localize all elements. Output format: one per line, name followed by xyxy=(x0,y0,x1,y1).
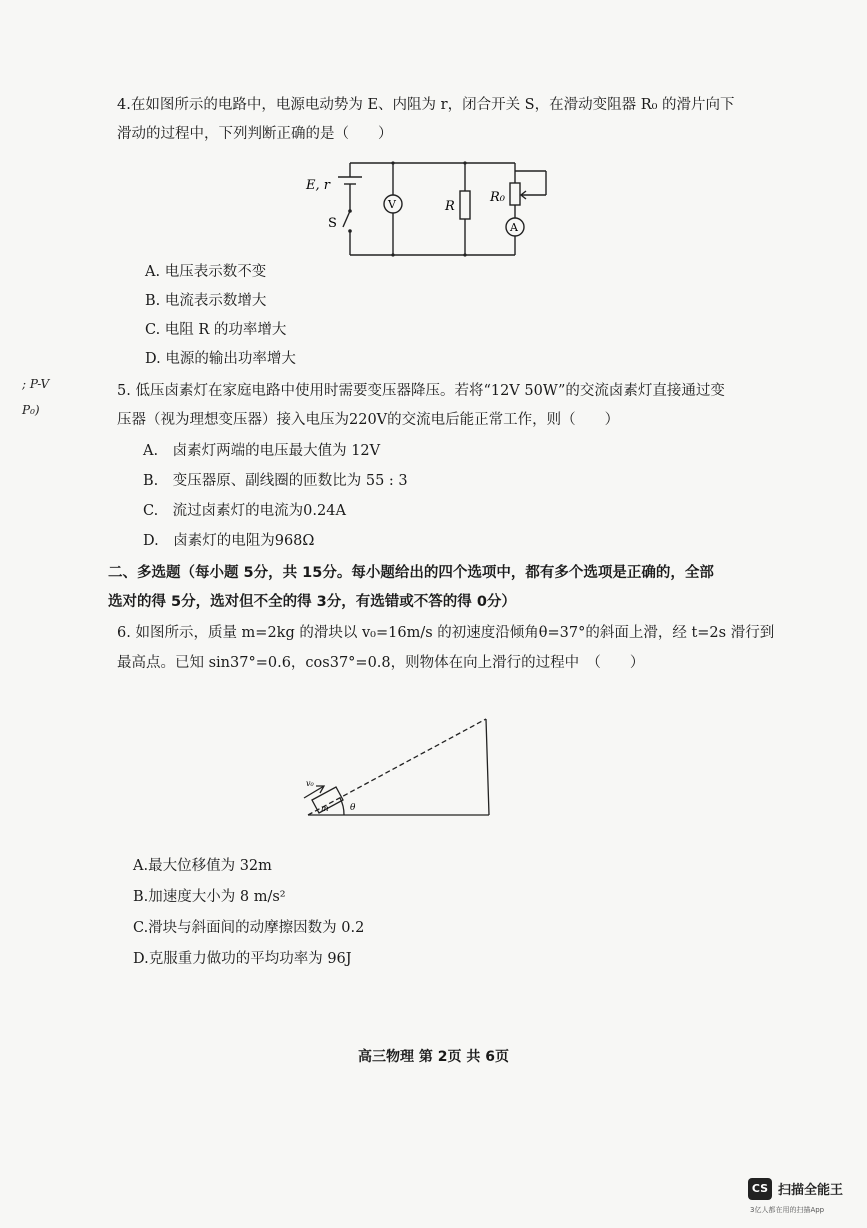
label-voltmeter: V xyxy=(388,198,396,211)
label-switch: S xyxy=(328,216,337,231)
q6-option-b: B.加速度大小为 8 m/s² xyxy=(133,889,286,905)
q5-option-a: A. 卤素灯两端的电压最大值为 12V xyxy=(143,443,381,459)
q6-stem-line2: 最高点。已知 sin37°=0.6，cos37°=0.8，则物体在向上滑行的过程中 （ ） xyxy=(117,655,645,671)
q4-stem-line1: 4.在如图所示的电路中，电源电动势为 E、内阻为 r，闭合开关 S，在滑动变阻器 R₀ 的滑片向下 xyxy=(117,97,735,113)
label-resistor: R xyxy=(445,199,455,214)
margin-note-2: P₀) xyxy=(22,403,40,417)
q6-option-c: C.滑块与斜面间的动摩擦因数为 0.2 xyxy=(133,920,365,936)
q6-option-d: D.克服重力做功的平均功率为 96J xyxy=(133,951,352,967)
q6-stem-line1: 6. 如图所示，质量 m=2kg 的滑块以 v₀=16m/s 的初速度沿倾角θ=37°的斜面上滑，经 t=2s 滑行到 xyxy=(117,625,775,641)
section2-heading-line2: 选对的得 5分，选对但不全的得 3分，有选错或不答的得 0分） xyxy=(108,594,516,610)
q5-option-b: B. 变压器原、副线圈的匝数比为 55 : 3 xyxy=(143,473,408,489)
q5-stem-line1: 5. 低压卤素灯在家庭电路中使用时需要变压器降压。若将“12V 50W”的交流卤素灯直接通过变 xyxy=(117,383,725,399)
watermark-brand: 扫描全能王 xyxy=(778,1183,844,1198)
label-ammeter: A xyxy=(510,221,518,234)
q4-option-c: C. 电阻 R 的功率增大 xyxy=(145,322,287,338)
q5-stem-line2: 压器（视为理想变压器）接入电压为220V的交流电后能正常工作，则（ ） xyxy=(117,412,620,428)
watermark-tagline: 3亿人都在用的扫描App xyxy=(750,1206,825,1214)
q4-option-a: A. 电压表示数不变 xyxy=(145,264,267,280)
q4-option-b: B. 电流表示数增大 xyxy=(145,293,267,309)
q4-circuit-diagram xyxy=(300,155,560,263)
cs-logo-icon: CS xyxy=(748,1178,772,1200)
label-rheostat: R₀ xyxy=(490,190,505,205)
margin-note-1: ; P-V xyxy=(22,377,50,391)
q5-option-d: D. 卤素灯的电阻为968Ω xyxy=(143,533,315,549)
label-source: E, r xyxy=(306,178,330,193)
q6-option-a: A.最大位移值为 32m xyxy=(133,858,272,874)
q4-option-d: D. 电源的输出功率增大 xyxy=(145,351,296,367)
section2-heading-line1: 二、多选题（每小题 5分，共 15分。每小题给出的四个选项中，都有多个选项是正确的，全部 xyxy=(108,565,714,581)
label-angle: θ xyxy=(350,803,356,813)
page-footer: 高三物理 第 2页 共 6页 xyxy=(358,1049,509,1065)
q5-option-c: C. 流过卤素灯的电流为0.24A xyxy=(143,503,346,519)
q6-incline-diagram xyxy=(296,712,496,822)
q4-stem-line2: 滑动的过程中，下列判断正确的是（ ） xyxy=(117,126,393,142)
label-velocity: v₀ xyxy=(306,779,314,788)
label-mass: m xyxy=(321,804,329,813)
